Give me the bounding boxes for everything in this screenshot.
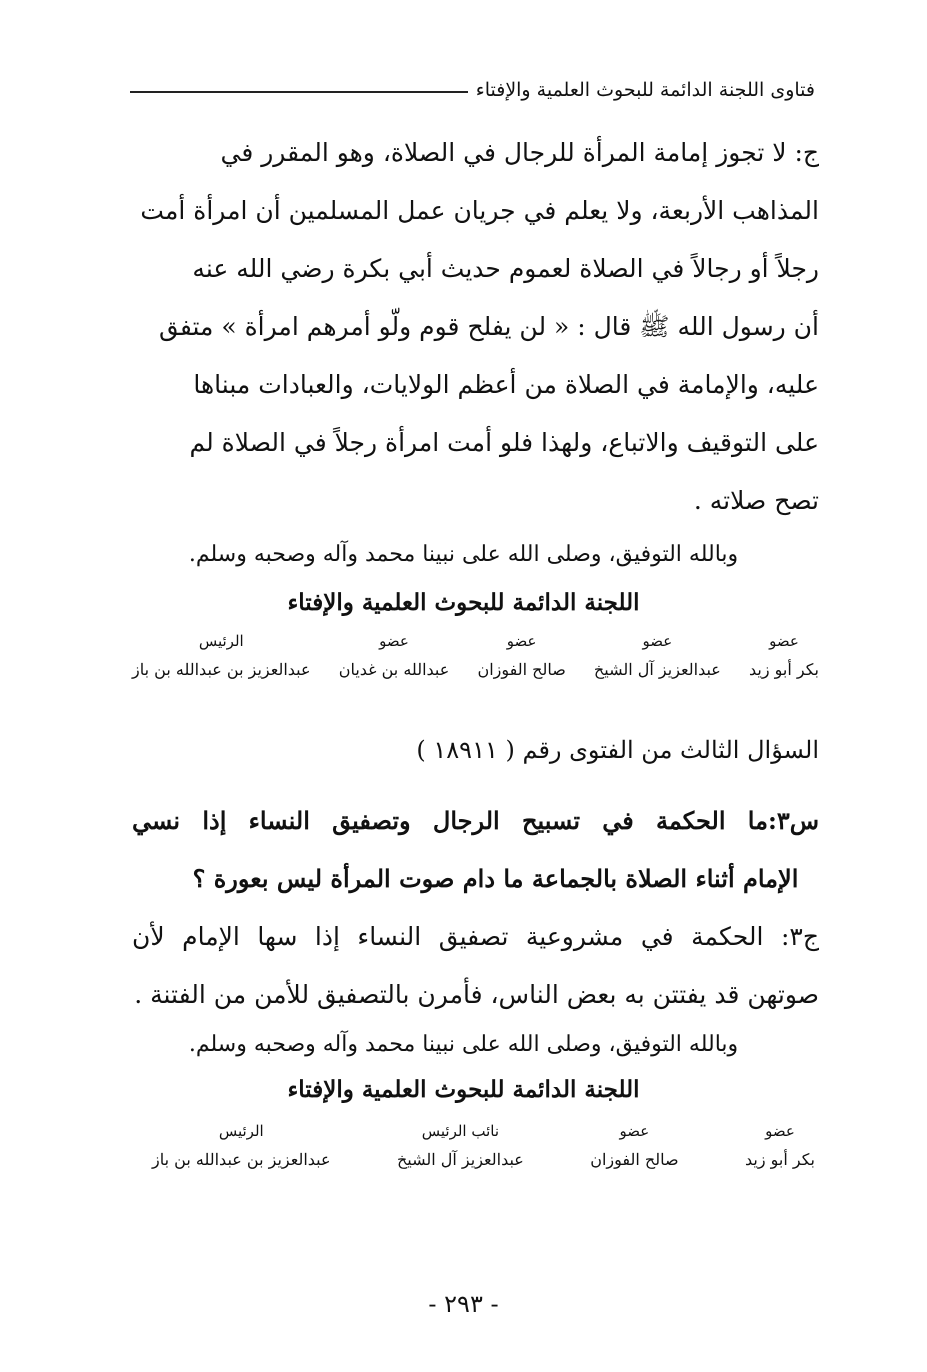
question-3-line: س٣:ما الحكمة في تسبيح الرجال وتصفيق النساء إذا نسي [132, 806, 819, 835]
signatures-2 [152, 1122, 815, 1169]
answer-3-line: ج٣: الحكمة في مشروعية تصفيق النساء إذا سها الإمام لأن [132, 922, 819, 951]
committee-name-1: اللجنة الدائمة للبحوث العلمية والإفتاء [287, 589, 640, 616]
signature [749, 632, 819, 679]
header-title: فتاوى اللجنة الدائمة للبحوث العلمية والإفتاء [475, 79, 815, 101]
answer-1-line: ج: لا تجوز إمامة المرأة للرجال في الصلاة، وهو المقرر في [220, 138, 819, 167]
signature [132, 632, 311, 679]
signature-name: عبدالله بن غديان [338, 660, 450, 679]
signature-role: عضو [769, 632, 799, 650]
signature [152, 1122, 331, 1169]
signature-name: عبدالعزيز بن عبدالله بن باز [152, 1150, 331, 1169]
question-3-line: الإمام أثناء الصلاة بالجماعة ما دام صوت المرأة ليس بعورة ؟ [192, 864, 799, 893]
closing-2: وبالله التوفيق، وصلى الله على نبينا محمد وآله وصحبه وسلم. [188, 1032, 739, 1057]
signature-name: بكر أبو زيد [744, 1150, 815, 1169]
signature-role: نائب الرئيس [421, 1122, 500, 1140]
signature-name: عبدالعزيز آل الشيخ [593, 660, 721, 679]
answer-1-paragraph [132, 124, 819, 530]
signature-name: عبدالعزيز آل الشيخ [396, 1150, 524, 1169]
signature [397, 1122, 524, 1169]
signatures-1 [132, 632, 819, 679]
page-number: - ٢٩٣ - [428, 1290, 499, 1318]
signature-role: عضو [619, 1122, 650, 1140]
running-header [130, 70, 815, 110]
answer-3-line: صوتهن قد يفتتن به بعض الناس، فأمرن بالتصفيق للأمن من الفتنة . [134, 980, 819, 1009]
signature-role: الرئيس [218, 1122, 264, 1140]
closing-1: وبالله التوفيق، وصلى الله على نبينا محمد وآله وصحبه وسلم. [188, 542, 739, 567]
answer-1-line: على التوقيف والاتباع، ولهذا فلو أمت امرأة رجلاً في الصلاة لم [189, 428, 819, 457]
signature-role: الرئيس [198, 632, 244, 650]
signature-name: عبدالعزيز بن عبدالله بن باز [132, 660, 311, 679]
signature [590, 1122, 678, 1169]
answer-1-line: عليه، والإمامة في الصلاة من أعظم الولايات، والعبادات مبناها [193, 370, 819, 399]
signature-role: عضو [765, 1122, 795, 1140]
header-rule [130, 91, 468, 93]
signature [477, 632, 565, 679]
signature [745, 1122, 815, 1169]
signature-name: صالح الفوزان [590, 1150, 679, 1169]
signature-role: عضو [642, 632, 673, 650]
signature-name: بكر أبو زيد [748, 660, 819, 679]
answer-1-line: أن رسول الله ﷺ قال : « لن يفلح قوم ولّو أمرهم امرأة » متفق [158, 312, 819, 341]
question-3 [132, 792, 819, 908]
answer-1-line: تصح صلاته . [693, 486, 819, 515]
signature-role: عضو [379, 632, 409, 650]
question-heading: السؤال الثالث من الفتوى رقم ( ١٨٩١١ ) [416, 736, 819, 764]
answer-3-paragraph [132, 908, 819, 1024]
signature [594, 632, 721, 679]
answer-1-line: المذاهب الأربعة، ولا يعلم في جريان عمل المسلمين أن امرأة أمت [140, 196, 819, 225]
signature-name: صالح الفوزان [477, 660, 566, 679]
signature-role: عضو [506, 632, 537, 650]
signature [339, 632, 450, 679]
committee-name-2: اللجنة الدائمة للبحوث العلمية والإفتاء [287, 1076, 640, 1103]
answer-1-line: رجلاً أو رجالاً في الصلاة لعموم حديث أبي بكرة رضي الله عنه [192, 254, 819, 283]
